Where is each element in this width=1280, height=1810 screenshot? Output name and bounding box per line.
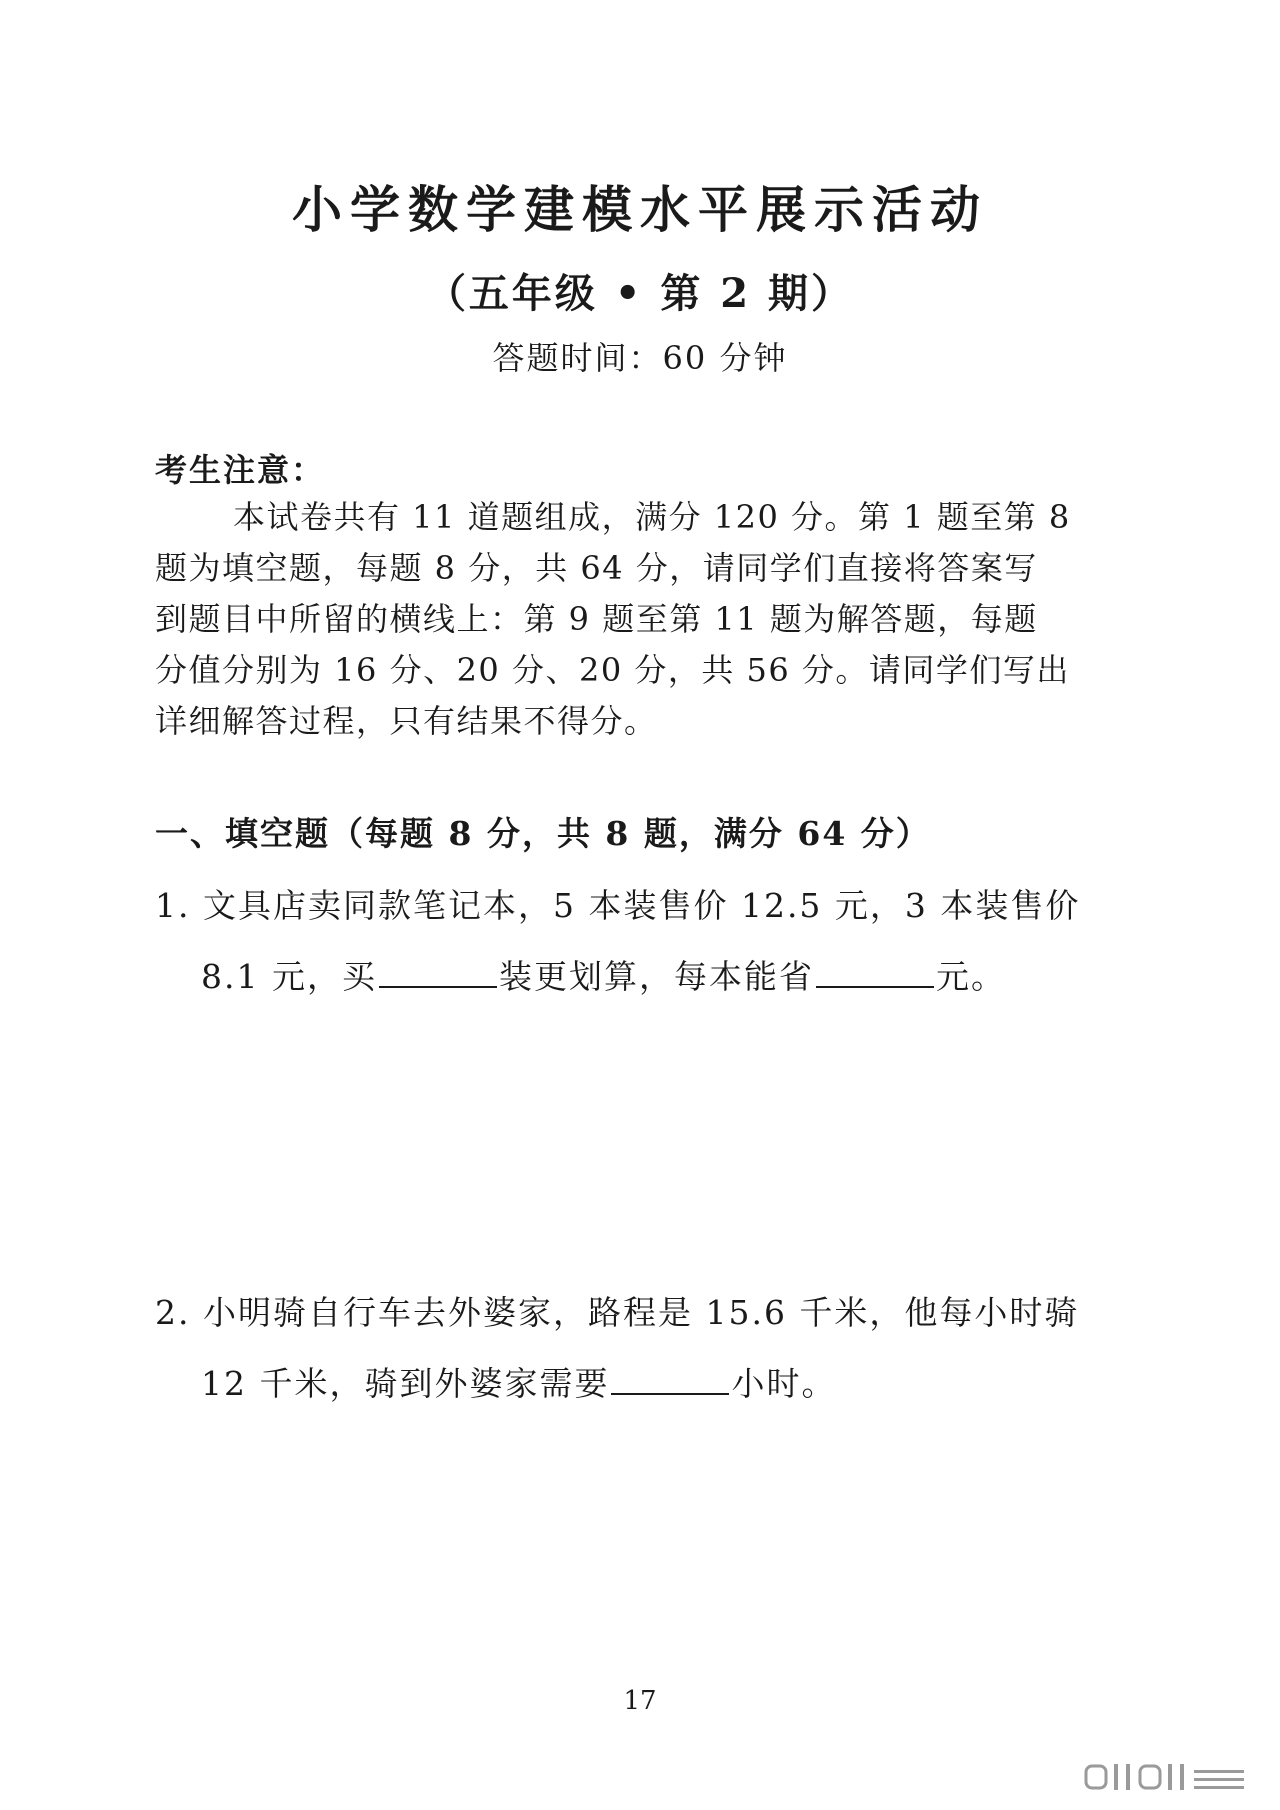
question-2-line-2 [155, 1358, 1145, 1405]
notice-heading: 考生注意： [155, 451, 326, 489]
page-subtitle: （五年级 • 第 2 期） [425, 270, 855, 317]
time-limit: 答题时间：60 分钟 [492, 339, 788, 377]
answer-blank-1b[interactable] [816, 956, 934, 988]
answer-blank-1a[interactable] [379, 956, 497, 988]
notice-line: 题为填空题，每题 8 分，共 64 分，请同学们直接将答案写 [155, 549, 1038, 587]
question-1 [155, 880, 1145, 998]
answer-blank-2a[interactable] [611, 1363, 729, 1395]
question-1-line-1: 1. 文具店卖同款笔记本，5 本装售价 12.5 元，3 本装售价 [155, 886, 1081, 925]
question-1-text-b: 装更划算，每本能省 [498, 957, 814, 996]
question-2-text-a: 12 千米，骑到外婆家需要 [201, 1364, 610, 1403]
notice-line: 分值分别为 16 分、20 分、20 分，共 56 分。请同学们写出 [155, 651, 1070, 689]
notice-line: 本试卷共有 11 道题组成，满分 120 分。第 1 题至第 8 [233, 498, 1071, 536]
question-1-line-2 [155, 951, 1145, 998]
section-heading-fill-in: 一、填空题（每题 8 分，共 8 题，满分 64 分） [155, 814, 931, 853]
notice-body [155, 492, 1130, 747]
page-number: 17 [623, 1686, 657, 1716]
watermark-logo-icon [1082, 1760, 1252, 1794]
notice-line: 到题目中所留的横线上：第 9 题至第 11 题为解答题，每题 [155, 600, 1038, 638]
question-1-text-a: 8.1 元，买 [201, 957, 377, 996]
question-2 [155, 1287, 1145, 1405]
question-1-text-c: 元。 [935, 957, 1006, 996]
question-2-line-1: 2. 小明骑自行车去外婆家，路程是 15.6 千米，他每小时骑 [155, 1293, 1080, 1332]
notice-line: 详细解答过程，只有结果不得分。 [155, 702, 658, 740]
page-title: 小学数学建模水平展示活动 [292, 180, 988, 239]
question-2-text-b: 小时。 [731, 1364, 837, 1403]
